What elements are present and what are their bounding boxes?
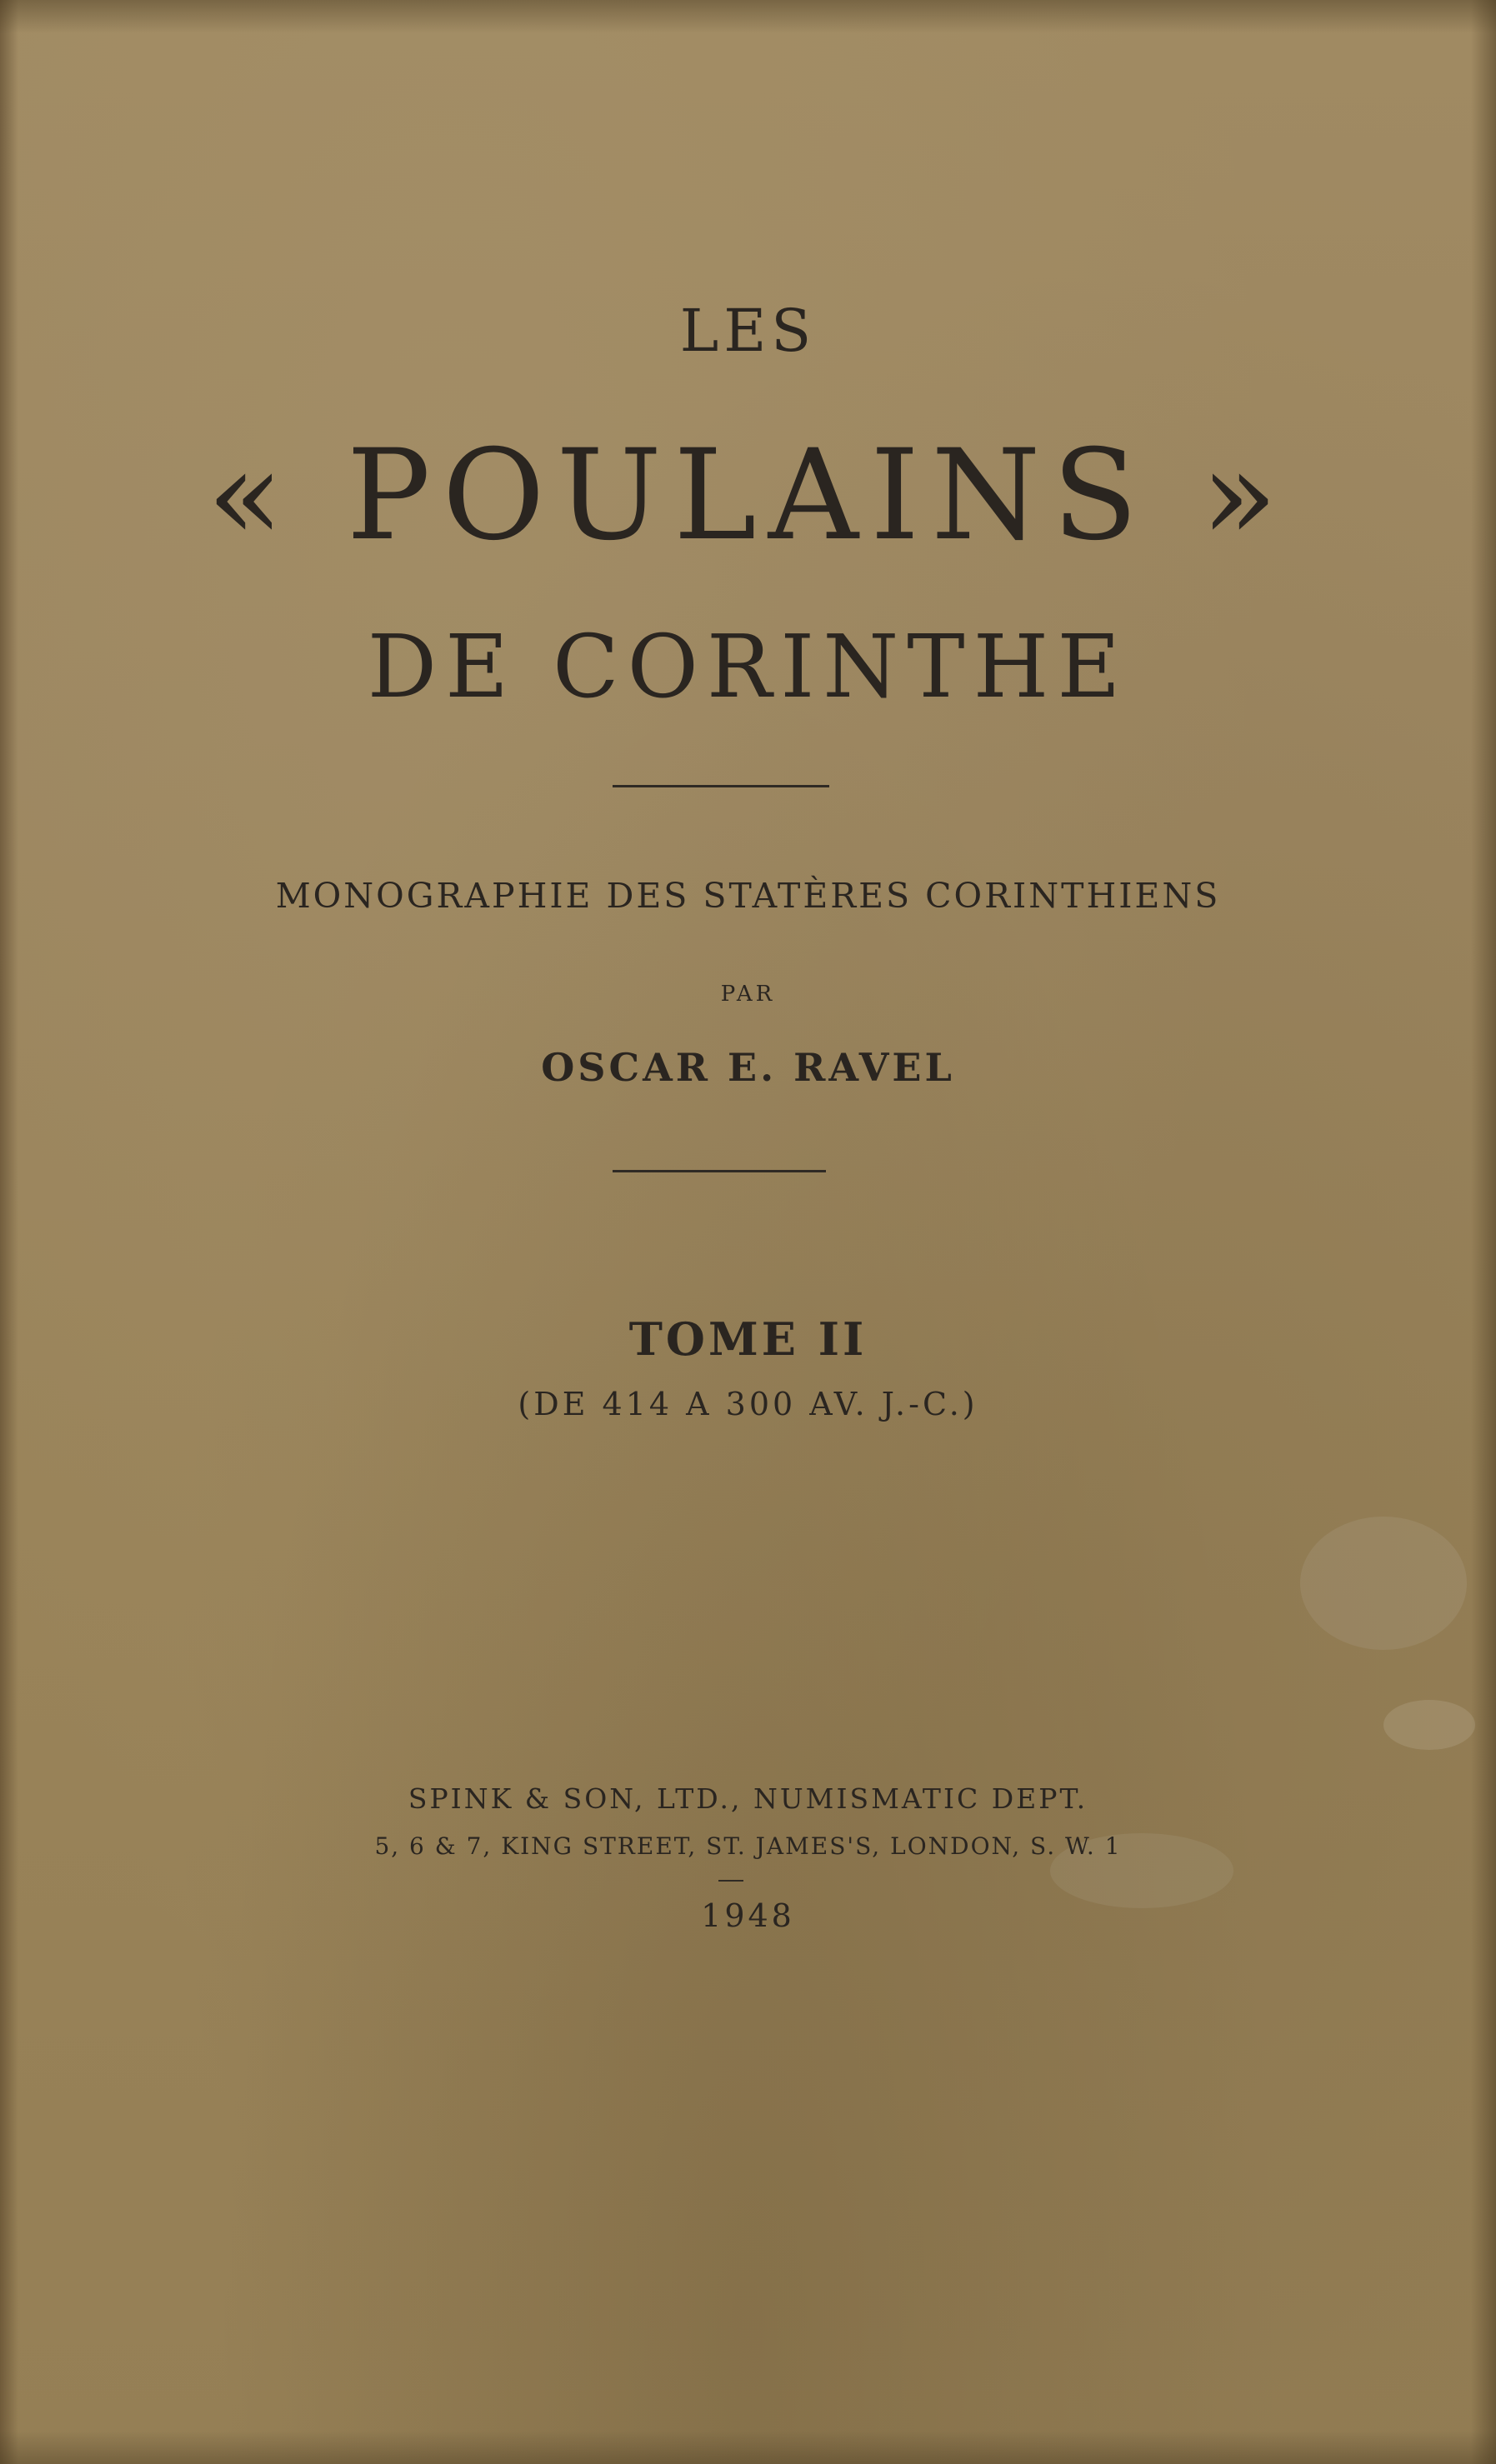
volume-label: TOME II: [628, 1312, 868, 1366]
title-de-corinthe: DE CORINTHE: [367, 616, 1129, 717]
publication-year: 1948: [701, 1897, 795, 1934]
small-divider: [718, 1880, 743, 1882]
by-label: PAR: [720, 982, 776, 1007]
divider-rule: [613, 1170, 826, 1172]
publisher-address: 5, 6 & 7, KING STREET, ST. JAMES'S, LONDON, S. W. 1: [374, 1832, 1122, 1860]
worn-edge-left: [0, 0, 18, 2464]
subtitle: MONOGRAPHIE DES STATÈRES CORINTHIENS: [275, 876, 1221, 916]
divider-rule: [613, 785, 829, 787]
worn-edge-bottom: [0, 2431, 1496, 2464]
publisher-name: SPINK & SON, LTD., NUMISMATIC DEPT.: [408, 1782, 1088, 1815]
title-poulains: « POULAINS »: [207, 423, 1289, 568]
paper-stain: [1300, 1517, 1467, 1650]
author-name: OSCAR E. RAVEL: [541, 1045, 955, 1090]
worn-edge-top: [0, 0, 1496, 33]
title-les: LES: [679, 297, 817, 365]
period-label: (DE 414 A 300 AV. J.-C.): [518, 1386, 978, 1422]
worn-edge-right: [1471, 0, 1496, 2464]
paper-stain: [1383, 1700, 1475, 1750]
